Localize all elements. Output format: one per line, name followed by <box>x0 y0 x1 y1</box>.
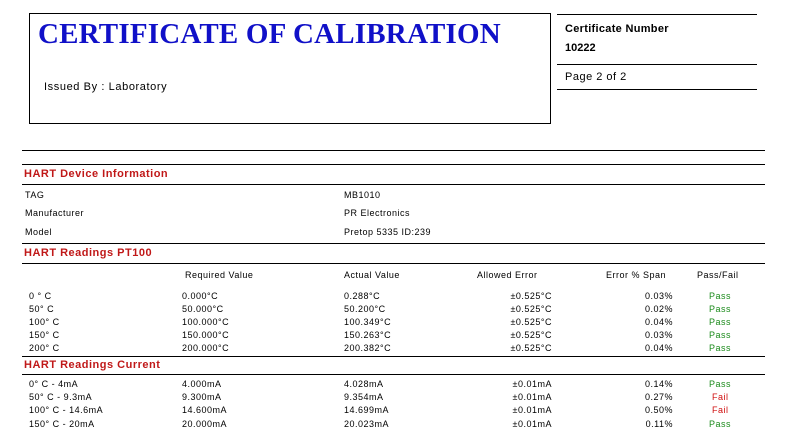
current-required: 20.000mA <box>182 419 228 429</box>
pt100-required: 0.000°C <box>182 291 219 301</box>
divider <box>22 263 765 264</box>
current-actual: 4.028mA <box>344 379 384 389</box>
current-required: 4.000mA <box>182 379 222 389</box>
current-required: 14.600mA <box>182 405 228 415</box>
page-count: Page 2 of 2 <box>565 71 627 83</box>
pt100-required: 200.000°C <box>182 343 230 353</box>
current-actual: 9.354mA <box>344 392 384 402</box>
pt100-result: Pass <box>709 317 732 327</box>
pt100-allowed: ±0.525°C <box>510 343 552 353</box>
current-point: 50° C - 9.3mA <box>29 392 93 402</box>
pt100-required: 100.000°C <box>182 317 230 327</box>
current-allowed: ±0.01mA <box>512 405 552 415</box>
current-actual: 20.023mA <box>344 419 390 429</box>
pt100-required: 50.000°C <box>182 304 224 314</box>
pt100-actual: 150.263°C <box>344 330 392 340</box>
column-header-allowed: Allowed Error <box>477 270 538 280</box>
divider <box>557 14 757 15</box>
pt100-required: 150.000°C <box>182 330 230 340</box>
device-info-label: TAG <box>25 190 45 200</box>
pt100-heading: HART Readings PT100 <box>24 247 153 259</box>
device-info-label: Model <box>25 227 53 237</box>
device-info-value: Pretop 5335 ID:239 <box>344 227 432 237</box>
certificate-title: CERTIFICATE OF CALIBRATION <box>38 18 501 50</box>
current-allowed: ±0.01mA <box>512 419 552 429</box>
pt100-allowed: ±0.525°C <box>510 317 552 327</box>
pt100-span: 0.04% <box>644 343 673 353</box>
pt100-result: Pass <box>709 330 732 340</box>
pt100-point: 100° C <box>29 317 60 327</box>
current-span: 0.11% <box>645 419 673 429</box>
pt100-actual: 50.200°C <box>344 304 386 314</box>
pt100-span: 0.02% <box>644 304 673 314</box>
current-allowed: ±0.01mA <box>512 379 552 389</box>
divider <box>22 164 765 165</box>
current-point: 0° C - 4mA <box>29 379 79 389</box>
pt100-result: Pass <box>709 304 732 314</box>
column-header-actual: Actual Value <box>344 270 400 280</box>
pt100-point: 0 ° C <box>29 291 52 301</box>
divider <box>22 356 765 357</box>
divider <box>22 243 765 244</box>
pt100-actual: 0.288°C <box>344 291 381 301</box>
current-span: 0.27% <box>644 392 673 402</box>
current-result: Fail <box>712 405 729 415</box>
divider <box>22 184 765 185</box>
divider <box>22 150 765 151</box>
device-info-value: PR Electronics <box>344 208 411 218</box>
divider <box>557 64 757 65</box>
column-header-result: Pass/Fail <box>697 270 739 280</box>
pt100-point: 150° C <box>29 330 60 340</box>
pt100-result: Pass <box>709 343 732 353</box>
issued-by: Issued By : Laboratory <box>44 81 168 93</box>
pt100-allowed: ±0.525°C <box>510 304 552 314</box>
column-header-required: Required Value <box>185 270 254 280</box>
pt100-span: 0.03% <box>644 291 673 301</box>
current-result: Fail <box>712 392 729 402</box>
current-result: Pass <box>709 419 732 429</box>
certificate-number: 10222 <box>565 42 596 54</box>
current-span: 0.50% <box>644 405 673 415</box>
current-point: 100° C - 14.6mA <box>29 405 104 415</box>
divider <box>22 374 765 375</box>
pt100-allowed: ±0.525°C <box>510 291 552 301</box>
pt100-point: 200° C <box>29 343 60 353</box>
device-info-value: MB1010 <box>344 190 381 200</box>
pt100-result: Pass <box>709 291 732 301</box>
current-actual: 14.699mA <box>344 405 390 415</box>
current-allowed: ±0.01mA <box>512 392 552 402</box>
current-required: 9.300mA <box>182 392 222 402</box>
title-box <box>29 13 551 124</box>
pt100-point: 50° C <box>29 304 55 314</box>
pt100-actual: 200.382°C <box>344 343 392 353</box>
current-point: 150° C - 20mA <box>29 419 95 429</box>
current-result: Pass <box>709 379 732 389</box>
column-header-span: Error % Span <box>606 270 667 280</box>
current-span: 0.14% <box>644 379 673 389</box>
current-heading: HART Readings Current <box>24 359 161 371</box>
device-info-label: Manufacturer <box>25 208 85 218</box>
certificate-number-label: Certificate Number <box>565 23 669 35</box>
device-info-heading: HART Device Information <box>24 168 169 180</box>
pt100-actual: 100.349°C <box>344 317 392 327</box>
pt100-span: 0.03% <box>644 330 673 340</box>
pt100-allowed: ±0.525°C <box>510 330 552 340</box>
pt100-span: 0.04% <box>644 317 673 327</box>
divider <box>557 89 757 90</box>
